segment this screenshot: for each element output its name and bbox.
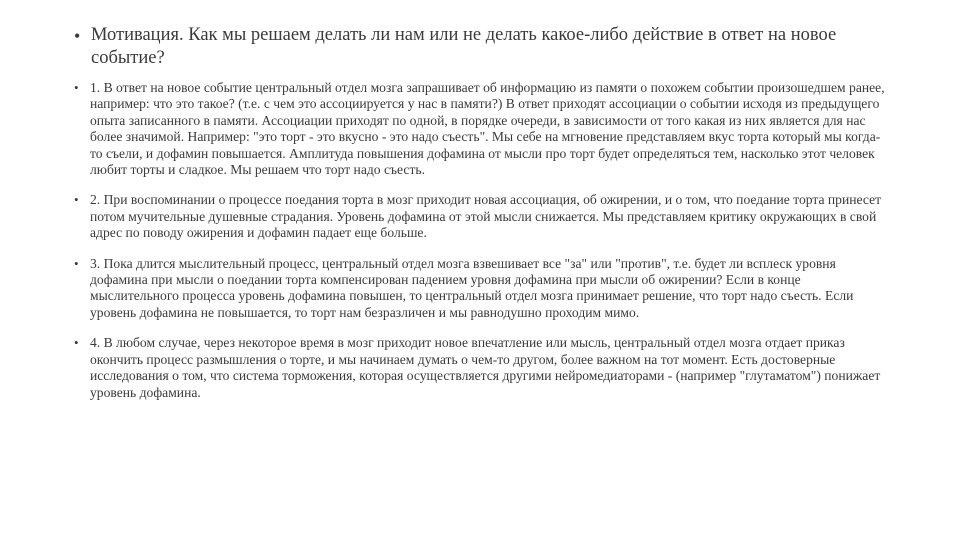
- heading-text: Мотивация. Как мы решаем делать ли нам или не делать какое-либо действие в ответ на новое событие?: [91, 25, 837, 68]
- list-bullet: •: [74, 335, 79, 351]
- list-item-3: [74, 256, 894, 322]
- list-item-text: 1. В ответ на новое событие центральный отдел мозга запрашивает об информацию из памяти о похожем событии произошедшем ранее, например: что это такое? (т.е. с чем это ассоциируется у нас в памяти?) В ответ приходят ассоциации о событии исходя из предыдущего опыта записанного в памяти. Ассоциации приходят по одной, в порядке очереди, в зависимости от того какая из них является для нас более значимой. Например: "это торт - это вкусно - это надо съесть". Мы себе на мгновение представляем вкус торта который мы когда-то съели, и дофамин повышается. Амплитуда повышения дофамина от мысли про торт будет определяться тем, насколько этот человек любит торты и сладкое. Мы решаем что торт надо съесть.: [90, 80, 885, 178]
- list-item-text: 3. Пока длится мыслительный процесс, центральный отдел мозга взвешивает все "за" или "против", т.е. будет ли всплеск уровня дофамина при мысли о поедании торта компенсирован падением уровня дофамина при мысли об ожирении? Если в конце мыслительного процесса уровень дофамина повышен, то центральный отдел мозга принимает решение, что торт надо съесть. Если уровень дофамина не повышается, то торт нам безразличен и мы равнодушно проходим мимо.: [90, 255, 854, 320]
- list-item-text: 2. При воспоминании о процессе поедания торта в мозг приходит новая ассоциация, об ожирении, и о том, что поедание торта принесет потом мучительные душевные страдания. Уровень дофамина от этой мысли снижается. Мы представляем критику окружающих в свой адрес по поводу ожирения и дофамин падает еще больше.: [90, 192, 882, 241]
- list-item-1: [74, 80, 894, 178]
- list-item-text: 4. В любом случае, через некоторое время в мозг приходит новое впечатление или мысль, центральный отдел мозга отдает приказ окончить процесс размышления о торте, и мы начинаем думать о чем-то другом, более важном на тот момент. Есть достоверные исследования о том, что система торможения, которая осуществляется другими нейромедиаторами - (например "глутаматом") понижает уровень дофамина.: [90, 335, 881, 400]
- list-item-4: [74, 335, 894, 401]
- list-bullet: •: [74, 80, 79, 95]
- bullet-list: [74, 80, 894, 415]
- slide-heading: [74, 24, 874, 70]
- list-bullet: •: [74, 255, 79, 271]
- heading-bullet: •: [74, 26, 81, 46]
- list-item-2: [74, 192, 894, 241]
- list-bullet: •: [74, 192, 79, 208]
